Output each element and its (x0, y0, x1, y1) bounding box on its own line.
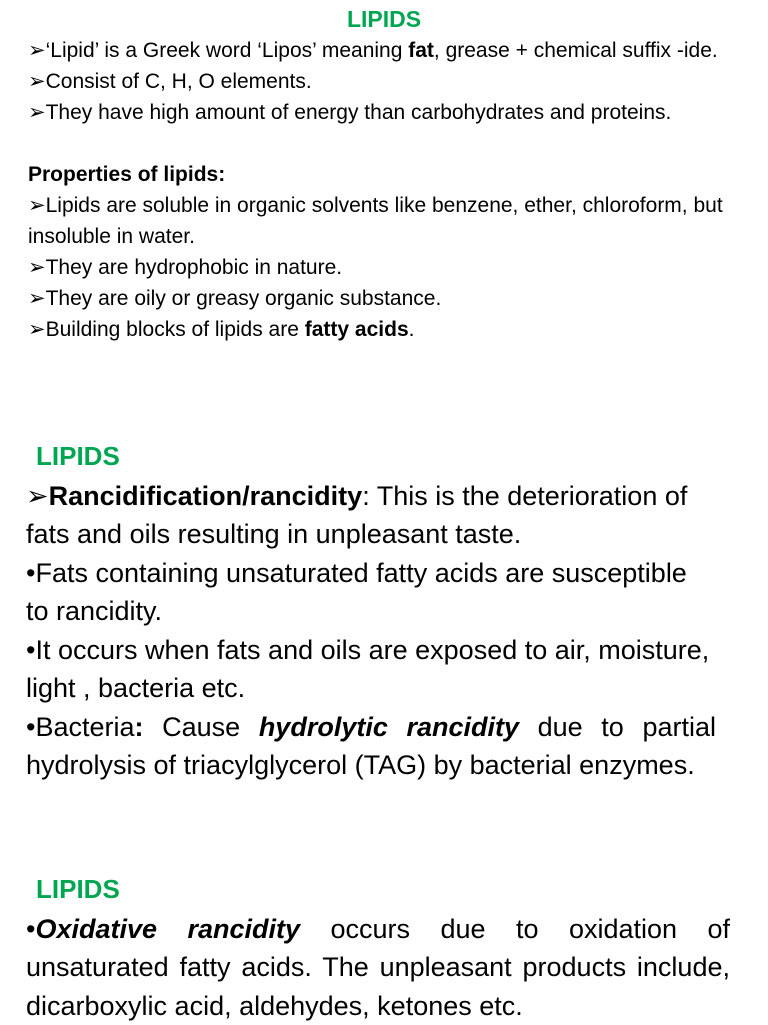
arrow-bullet-icon: ➢ (26, 481, 49, 511)
point-text: They are hydrophobic in nature. (46, 256, 343, 279)
slide-1-point-2 (28, 66, 728, 97)
point-bold-text: fatty acids (305, 318, 409, 341)
point-text: due to partial hydrolysis of triacylglycerol (TAG) by bacterial enzymes. (26, 712, 716, 781)
arrow-bullet-icon: ➢ (28, 318, 46, 341)
slide-2-point-2: •Fats containing unsaturated fatty acids are susceptible to rancidity. (26, 554, 716, 631)
slide-3-point-1 (26, 910, 730, 1025)
slide-1 (0, 4, 768, 345)
slide-1-point-3 (28, 97, 728, 128)
slide-1-point-6 (28, 283, 728, 314)
slide-1-point-5 (28, 252, 728, 283)
slide-1-point-4 (28, 190, 728, 252)
point-text: •Bacteria (26, 712, 135, 742)
slide-1-body (0, 35, 768, 345)
point-text: They have high amount of energy than carbohydrates and proteins. (46, 101, 672, 124)
arrow-bullet-icon: ➢ (28, 194, 46, 217)
arrow-bullet-icon: ➢ (28, 39, 46, 62)
slide-1-point-7 (28, 314, 728, 345)
point-text: occurs due to oxidation of unsaturated fatty acids. The unpleasant products include, dicarboxylic acid, aldehydes, ketones etc. (26, 914, 730, 1021)
point-text: : This is the deterioration of fats and oils resulting in unpleasant taste. (26, 481, 687, 550)
arrow-bullet-icon: ➢ (28, 70, 46, 93)
arrow-bullet-icon: ➢ (28, 256, 46, 279)
slide-2-title: LIPIDS (0, 437, 768, 476)
point-text: . (409, 318, 415, 341)
arrow-bullet-icon: ➢ (28, 287, 46, 310)
point-text: They are oily or greasy organic substance. (46, 287, 442, 310)
point-bold-italic-text: Oxidative rancidity (35, 914, 300, 944)
point-text: Cause (144, 712, 259, 742)
subheading-text: Properties of lipids: (28, 163, 225, 186)
slide-3-body (0, 910, 768, 1025)
slide-1-point-1 (28, 35, 728, 66)
point-text: Building blocks of lipids are (46, 318, 305, 341)
slide-2-point-1 (26, 477, 716, 554)
point-text: • (26, 914, 35, 944)
point-text: Lipids are soluble in organic solvents like benzene, ether, chloroform, but insoluble in water. (28, 194, 723, 248)
point-bold-italic-text: hydrolytic rancidity (259, 712, 519, 742)
point-text: Consist of C, H, O elements. (46, 70, 312, 93)
point-text: , grease + chemical suffix -ide. (434, 39, 718, 62)
slide-1-title: LIPIDS (0, 4, 768, 35)
point-bold-text: fat (408, 39, 434, 62)
point-text: ‘Lipid’ is a Greek word ‘Lipos’ meaning (46, 39, 409, 62)
slide-2-body (0, 477, 768, 785)
point-bold-text: Rancidification/rancidity (49, 481, 363, 511)
slide-3 (0, 870, 768, 1025)
slide-2-point-3: •It occurs when fats and oils are exposed to air, moisture, light , bacteria etc. (26, 631, 716, 708)
arrow-bullet-icon: ➢ (28, 101, 46, 124)
slide-2-point-4 (26, 708, 716, 785)
properties-subheading (28, 159, 728, 190)
point-bold-text: : (135, 712, 144, 742)
slide-2 (0, 437, 768, 785)
slide-3-title: LIPIDS (0, 870, 768, 909)
spacer (28, 128, 728, 159)
